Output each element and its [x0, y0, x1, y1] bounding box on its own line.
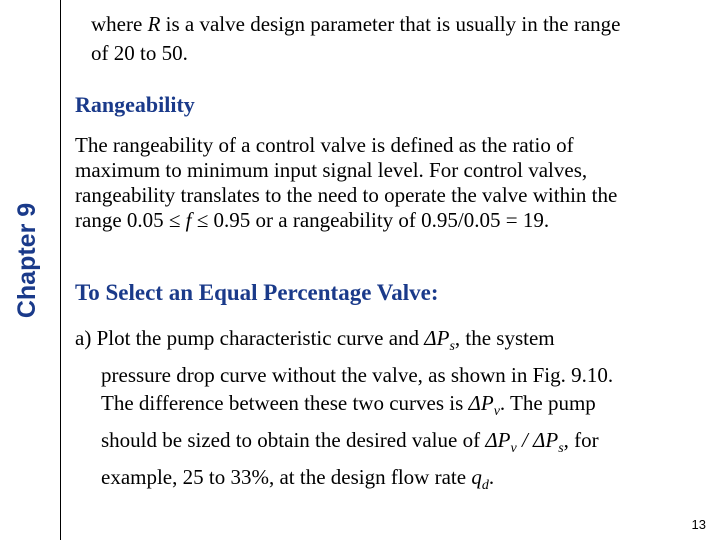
item-text-part: The difference between these two curves is	[101, 391, 469, 415]
paragraph-text-part: range 0.05 ≤	[75, 208, 186, 232]
delta-pv-symbol	[468, 391, 500, 419]
page-number: 13	[691, 517, 706, 532]
rangeability-heading: Rangeability	[75, 92, 195, 117]
p-glyph: P	[436, 326, 450, 350]
delta-glyph: Δ	[485, 428, 498, 452]
subscript-v: v	[493, 404, 500, 419]
paragraph-line: rangeability translates to the need to operate the valve within the	[75, 183, 618, 207]
rangeability-paragraph	[75, 133, 705, 233]
p-glyph: P	[497, 428, 511, 452]
subscript-v: v	[510, 441, 517, 456]
item-text-part: example, 25 to 33%, at the design flow rate	[101, 465, 472, 489]
p-glyph: P	[480, 391, 494, 415]
delta-ps-symbol	[424, 326, 455, 354]
sidebar-divider	[60, 0, 61, 540]
select-valve-heading: To Select an Equal Percentage Valve:	[75, 280, 439, 305]
variable-f: f	[185, 208, 192, 232]
intro-text-part: where	[91, 12, 148, 36]
item-text-part: , the system	[454, 326, 555, 350]
delta-glyph: Δ	[468, 391, 481, 415]
subscript-s: s	[558, 441, 564, 456]
paragraph-line: The rangeability of a control valve is defined as the ratio of	[75, 133, 574, 157]
item-text-part: . The pump	[499, 391, 596, 415]
item-line	[75, 426, 705, 463]
p-glyph: P	[545, 428, 559, 452]
variable-q: q	[471, 465, 482, 489]
item-text-part: , for	[563, 428, 599, 452]
pressure-ratio-symbol	[485, 428, 564, 456]
paragraph-line	[75, 208, 705, 233]
item-line	[75, 389, 705, 426]
list-marker: a)	[75, 326, 92, 350]
item-text-part: Plot the pump characteristic curve and	[96, 326, 425, 350]
intro-text	[91, 10, 711, 68]
slash-glyph: /	[516, 428, 534, 452]
item-text-part: should be sized to obtain the desired value of	[101, 428, 486, 452]
paragraph-text-part: ≤ 0.95 or a rangeability of 0.95/0.05 = 19.	[191, 208, 550, 232]
item-line	[75, 463, 705, 500]
intro-line-1	[91, 10, 711, 39]
subscript-d: d	[481, 478, 489, 493]
chapter-sidebar	[0, 160, 56, 360]
variable-R: R	[147, 12, 161, 36]
delta-glyph: Δ	[424, 326, 437, 350]
delta-glyph: Δ	[533, 428, 546, 452]
intro-line-2: of 20 to 50.	[91, 41, 188, 65]
item-line	[75, 324, 705, 361]
subscript-s: s	[449, 339, 455, 354]
paragraph-line: maximum to minimum input signal level. For control valves,	[75, 158, 588, 182]
item-text-part: .	[488, 465, 495, 489]
list-item-a	[75, 324, 705, 500]
intro-text-part: is a valve design parameter that is usually in the range	[160, 12, 621, 36]
item-line: pressure drop curve without the valve, as shown in Fig. 9.10.	[101, 363, 614, 387]
chapter-label: Chapter 9	[13, 202, 42, 318]
